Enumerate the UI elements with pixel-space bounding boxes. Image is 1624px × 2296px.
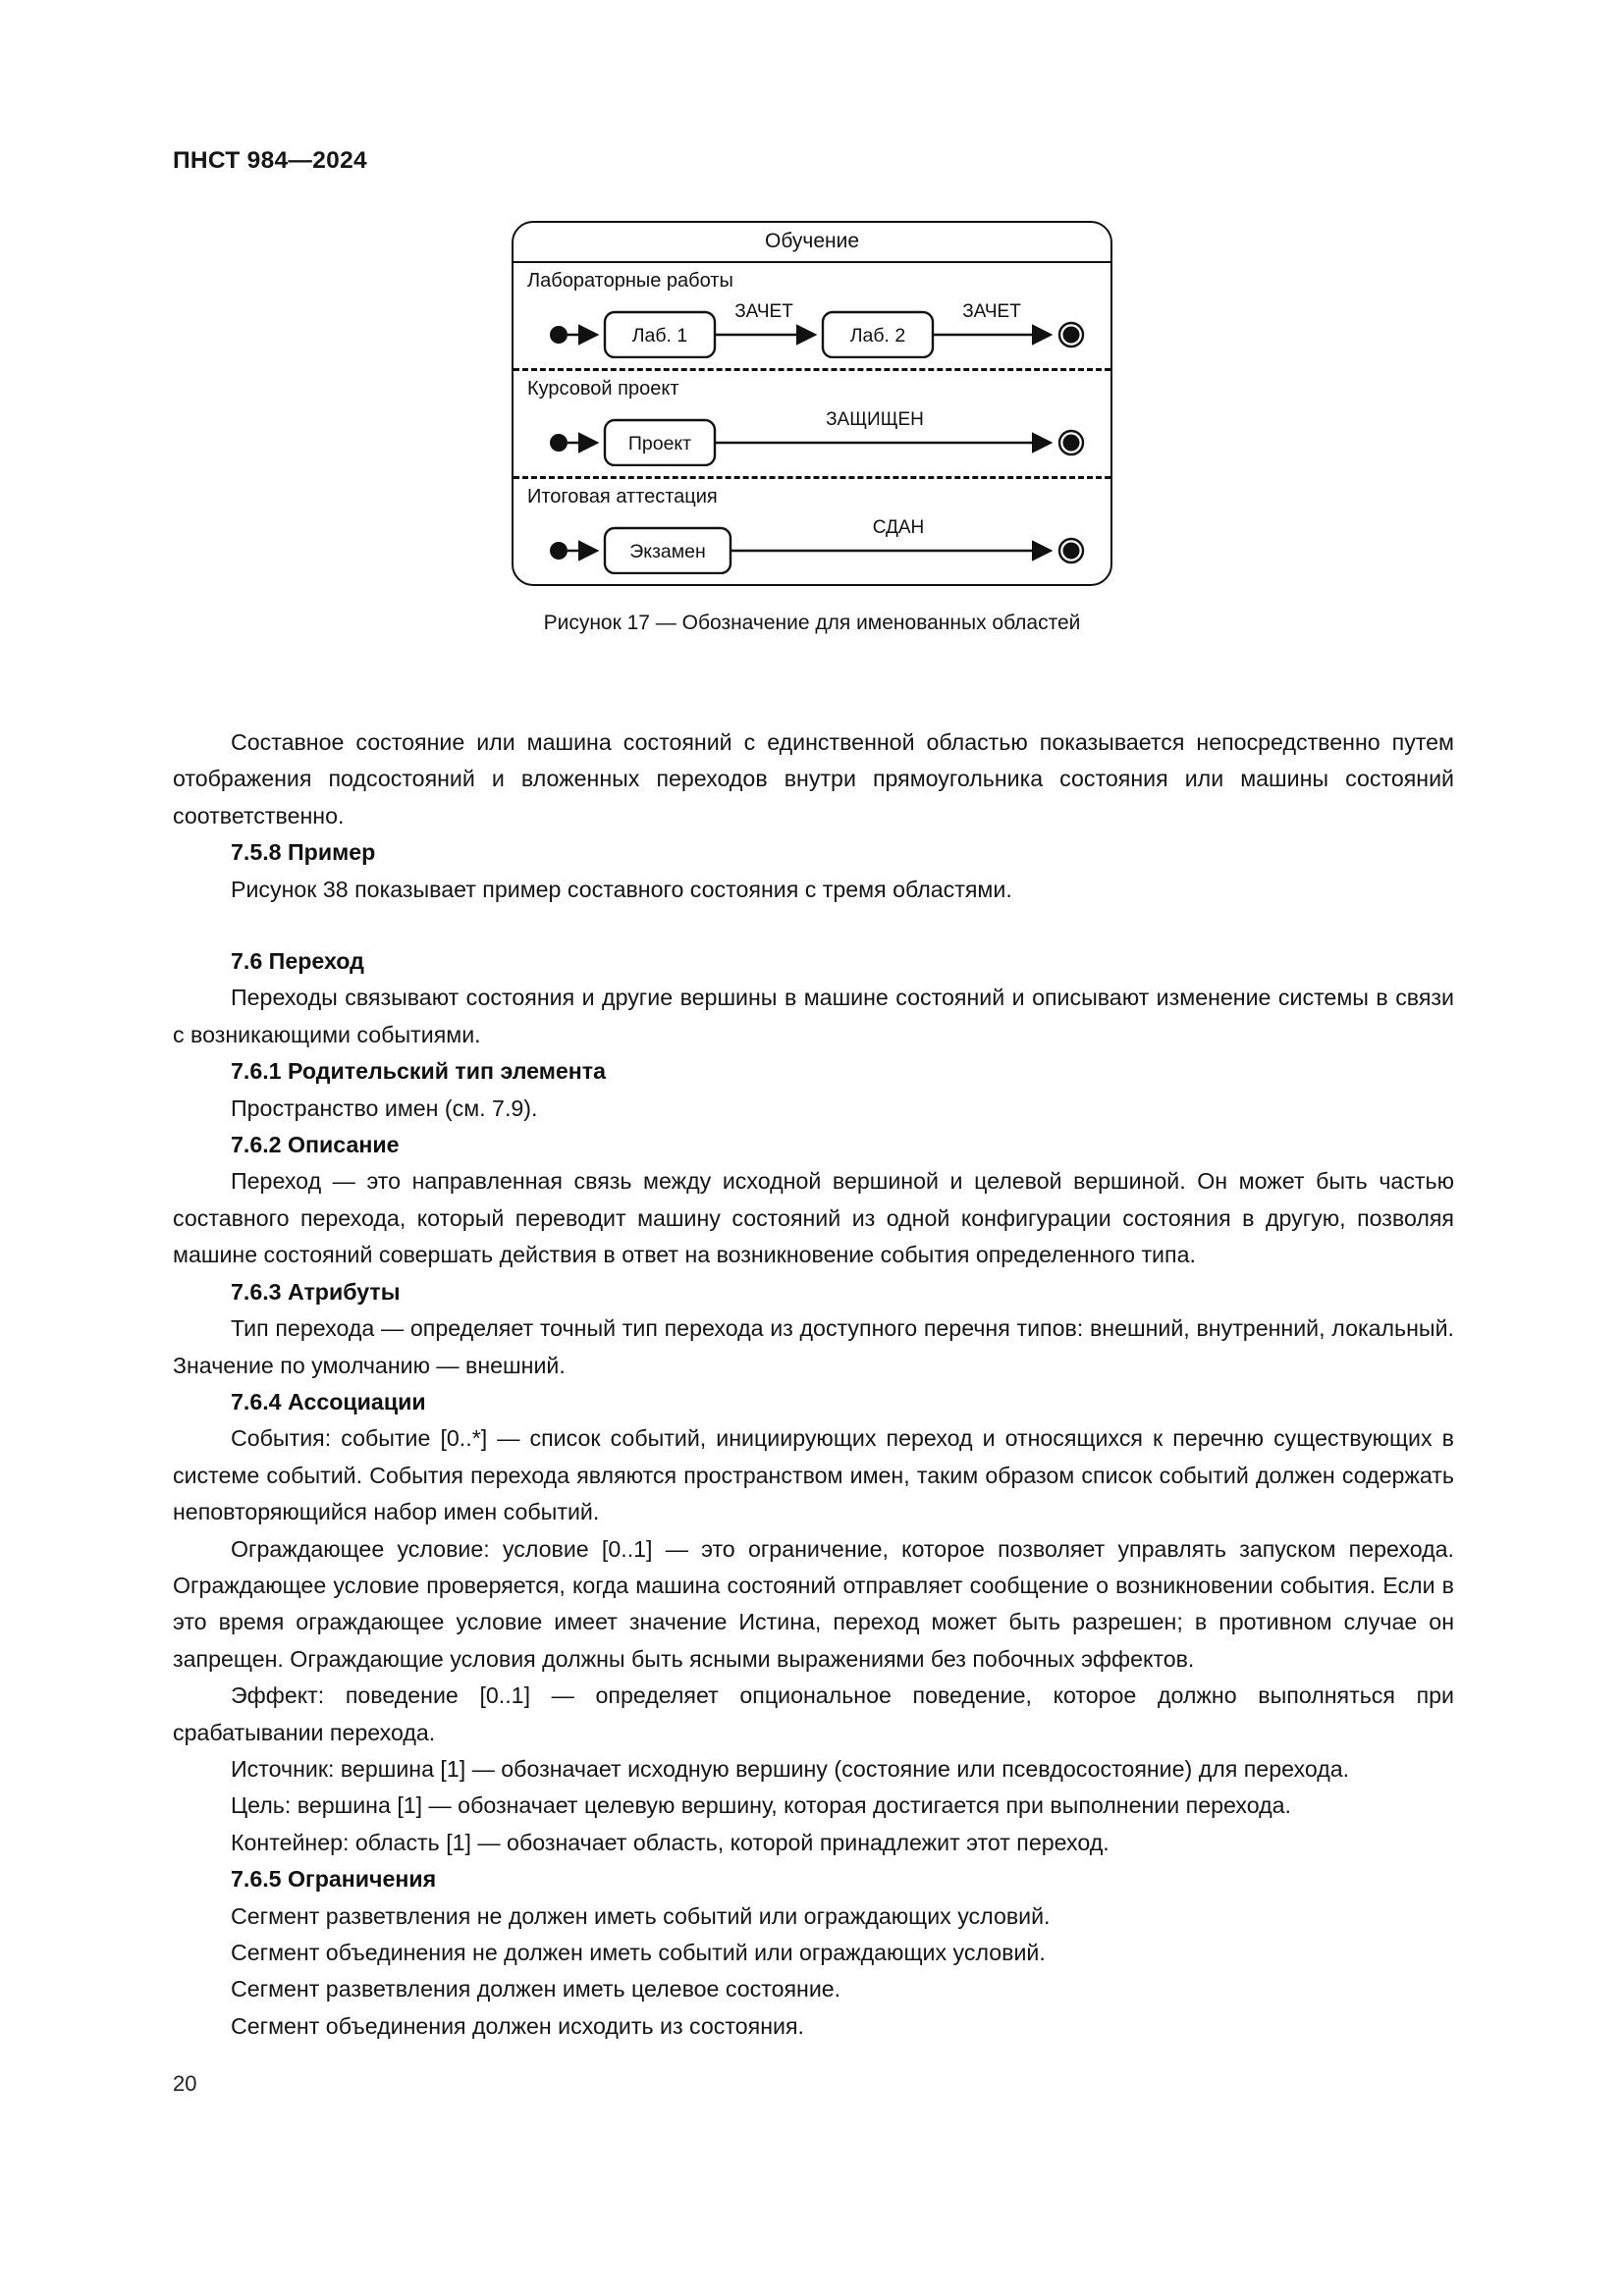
state-node-label: Проект	[627, 433, 692, 454]
composite-state-title: Обучение	[514, 223, 1110, 263]
region-final-assessment	[514, 476, 1110, 584]
initial-pseudostate	[550, 326, 568, 344]
paragraph-7-6-2: Переход — это направленная связь между исходной вершиной и целевой вершиной. Он может быть частью составного перехода, который переводит машину состояний из одной конфигурации состояния в другую, позволяя машине состояний совершать действия в ответ на возникновение события определенного типа.	[173, 1168, 1454, 1268]
paragraph-7-6-3: Тип перехода — определяет точный тип перехода из доступного перечня типов: внешний, внутренний, локальный. Значение по умолчанию — внешний.	[173, 1315, 1454, 1378]
paragraph-7-5-8: Рисунок 38 показывает пример составного состояния с тремя областями.	[231, 876, 1012, 902]
figure-caption: Рисунок 17 — Обозначение для именованных областей	[543, 612, 1081, 634]
region-1-flow	[514, 297, 1110, 358]
running-header-standard-id: ПНСТ 984—2024	[173, 147, 367, 174]
constraint-item: Сегмент разветвления должен иметь целевое состояние.	[231, 1976, 841, 2002]
heading-7-6-2: 7.6.2 Описание	[231, 1132, 400, 1158]
paragraph-association-container: Контейнер: область [1] — обозначает область, которой принадлежит этот переход.	[231, 1829, 1110, 1855]
region-name-label: Итоговая аттестация	[527, 486, 718, 507]
constraint-item: Сегмент объединения не должен иметь событий или ограждающих условий.	[231, 1940, 1046, 1965]
paragraph-association-effect: Эффект: поведение [0..1] — определяет опциональное поведение, которое должно выполняться при срабатывании перехода.	[173, 1682, 1454, 1745]
paragraph-association-source: Источник: вершина [1] — обозначает исходную вершину (состояние или псевдосостояние) для перехода.	[231, 1755, 1350, 1782]
heading-7-6-3: 7.6.3 Атрибуты	[231, 1278, 401, 1305]
paragraph-7-6-1: Пространство имен (см. 7.9).	[231, 1095, 538, 1121]
composite-state-box	[512, 221, 1112, 586]
heading-7-6-4: 7.6.4 Ассоциации	[231, 1388, 426, 1415]
region-name-label: Курсовой проект	[527, 378, 679, 400]
state-node-label: Лаб. 2	[849, 325, 906, 347]
paragraph-association-events: События: событие [0..*] — список событий, инициирующих переход и относящихся к перечню существующих в системе событий. События перехода являются пространством имен, таким образом список событий должен содержать неповторяющийся набор имен событий.	[173, 1425, 1454, 1525]
heading-7-5-8: 7.5.8 Пример	[231, 839, 376, 866]
paragraph-intro: Составное состояние или машина состояний с единственной областью показывается непосредственно путем отображения подсостояний и вложенных переходов внутри прямоугольника состояния или машины состояний соответственно.	[173, 729, 1454, 828]
constraint-item: Сегмент объединения должен исходить из состояния.	[231, 2012, 804, 2039]
figure-17	[0, 221, 1624, 635]
region-laboratory-works	[514, 263, 1110, 368]
body-text-column	[173, 724, 1454, 2045]
paragraph-7-6: Переходы связывают состояния и другие вершины в машине состояний и описывают изменение системы в связи с возникающими событиями.	[173, 985, 1454, 1047]
region-course-project	[514, 368, 1110, 476]
state-node-label: Лаб. 1	[631, 325, 688, 347]
initial-pseudostate	[550, 434, 568, 452]
region-2-flow	[514, 405, 1110, 466]
state-node-label: Экзамен	[629, 541, 706, 562]
constraint-item: Сегмент разветвления не должен иметь событий или ограждающих условий.	[231, 1902, 1051, 1929]
region-name-label: Лабораторные работы	[527, 270, 733, 292]
paragraph-association-target: Цель: вершина [1] — обозначает целевую вершину, которая достигается при выполнении перехода.	[231, 1792, 1291, 1819]
heading-7-6-5: 7.6.5 Ограничения	[231, 1866, 437, 1893]
transition-label: СДАН	[872, 517, 925, 538]
paragraph-association-guard: Ограждающее условие: условие [0..1] — это ограничение, которое позволяет управлять запуском перехода. Ограждающее условие проверяется, когда машина состояний отправляет сообщение о возникновении события. Если в это время ограждающее условие имеет значение Истина, переход может быть разрешен; в противном случае он запрещен. Ограждающие условия должны быть ясными выражениями без побочных эффектов.	[173, 1535, 1454, 1672]
heading-7-6: 7.6 Переход	[231, 948, 364, 975]
region-3-flow	[514, 513, 1110, 574]
transition-label: ЗАЧЕТ	[962, 301, 1021, 322]
heading-7-6-1: 7.6.1 Родительский тип элемента	[231, 1058, 607, 1085]
page-number: 20	[173, 2071, 197, 2096]
initial-pseudostate	[550, 542, 568, 560]
transition-label: ЗАЩИЩЕН	[826, 409, 924, 430]
transition-label: ЗАЧЕТ	[734, 301, 793, 322]
